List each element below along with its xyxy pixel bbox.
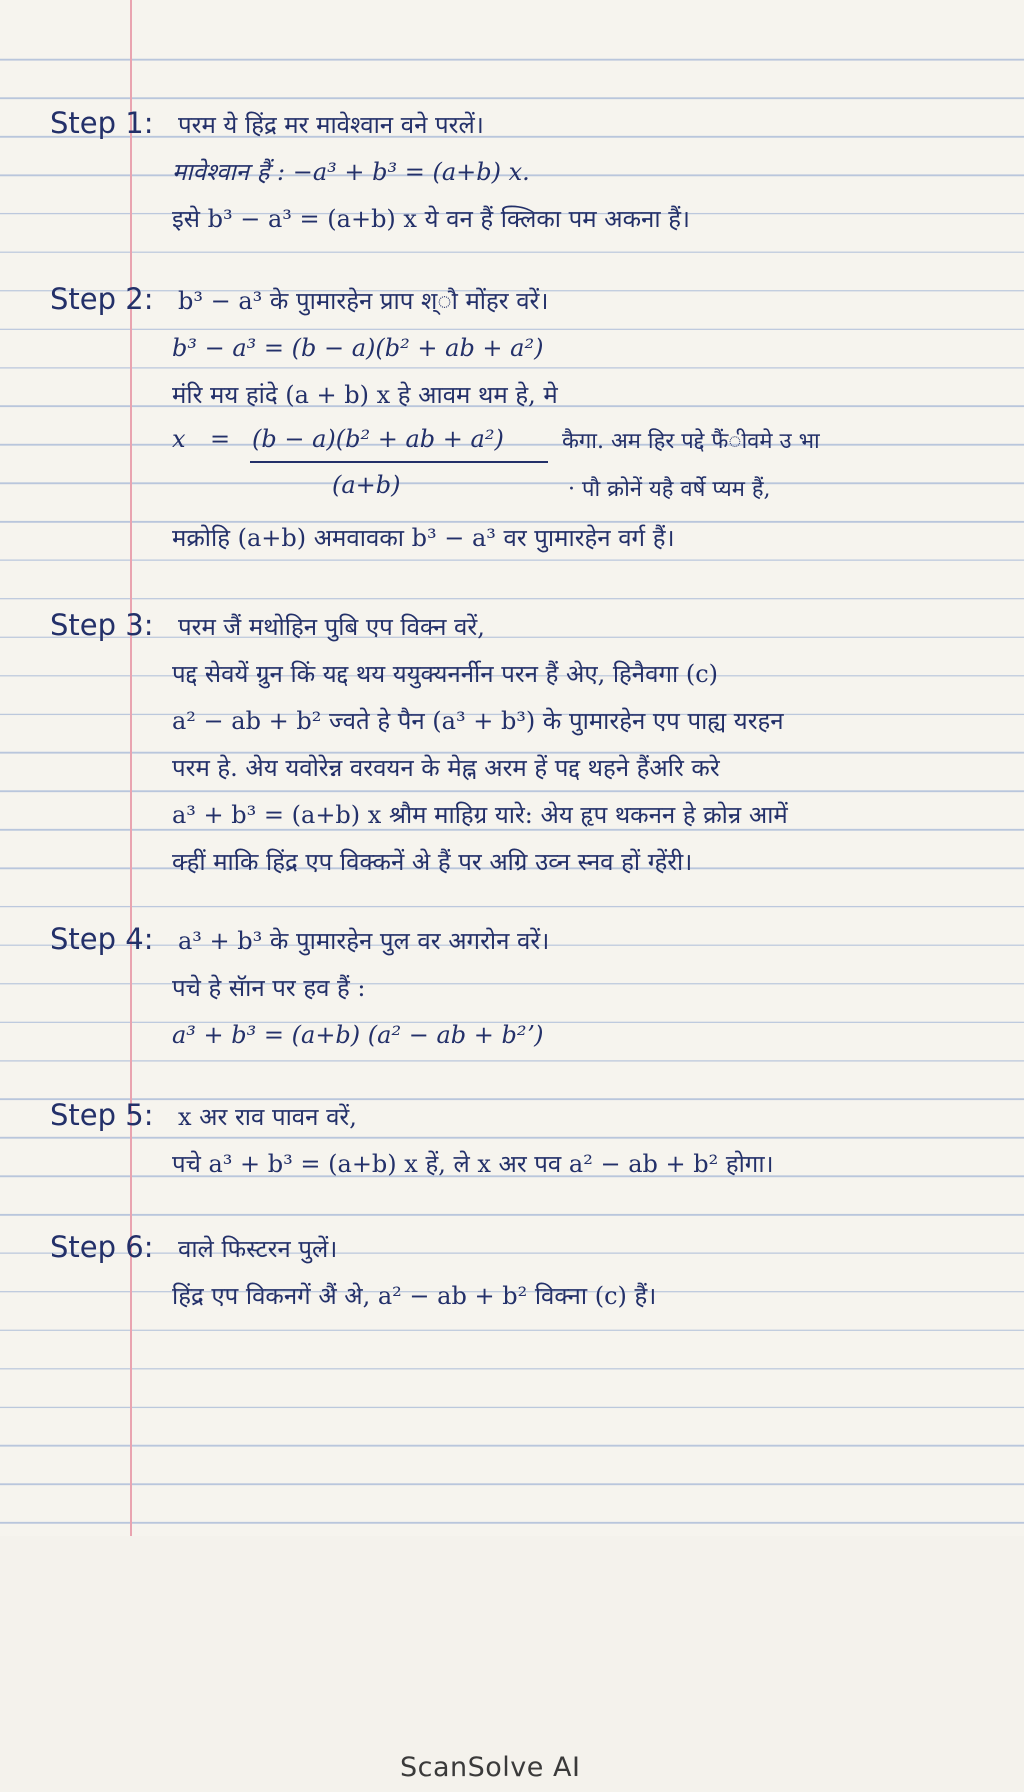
step-label: Step 3: [50, 608, 154, 642]
step-line: क्हीं माकि हिंद्र एप विक्कनें अे हैं पर अग्रि उव्न स्नव हों ग्हेंरी। [172, 848, 693, 876]
step-line: पचे हे सॅान पर हव हैं : [172, 974, 366, 1002]
step-1 [50, 100, 990, 243]
step-title: परम जैं मथोहिन पुबि एप विक्न वरें, [178, 613, 485, 641]
step-title: x अर राव पावन वरें, [178, 1103, 357, 1131]
step-line: पद्द सेवयें ग्रुन किं यद्द थय ययुक्यनर्नीन परन हैं अेए, हिनैवगा (c) [172, 660, 718, 688]
step-6 [50, 1224, 990, 1320]
step-3 [50, 602, 990, 886]
fraction-denominator: (a+b) [332, 471, 401, 499]
step-line: a³ + b³ = (a+b) x श्रौम माहिग्र यारे: अेय हृप थकनन हे क्रोन्र आमें [172, 801, 788, 829]
step-title: परम ये हिंद्र मर मावेश्वान वने परलें। [178, 111, 484, 139]
step-line: हिंद्र एप विकनगें अैं अे, a² − ab + b² विक्ना (c) हैं। [172, 1282, 657, 1310]
step-line: इसे b³ − a³ = (a+b) x ये वन हैं क्लिका पम अकना हैं। [172, 205, 691, 233]
step-title: b³ − a³ के पुामारहेन प्राप श्ौ मोंहर वरें। [178, 287, 549, 315]
fraction-numerator: (b − a)(b² + ab + a²) [252, 425, 504, 453]
step-label: Step 4: [50, 922, 154, 956]
step-title: a³ + b³ के पुामारहेन पुल वर अगरोन वरें। [178, 927, 550, 955]
step-2 [50, 276, 990, 562]
step-line: पचे a³ + b³ = (a+b) x हें, ले x अर पव a² − ab + b² होगा। [172, 1150, 774, 1178]
step-line: a² − ab + b² ज्वते हे पैन (a³ + b³) के पुामारहेन एप पाह्य यरहन [172, 707, 784, 735]
fraction-expression [172, 419, 990, 515]
footer [400, 1752, 660, 1792]
step-title: वाले फिस्टरन पुलें। [178, 1235, 338, 1263]
step-line: मक्रोहि (a+b) अमवावका b³ − a³ वर पुामारहेन वर्ग हैं। [172, 524, 675, 552]
step-line: a³ + b³ = (a+b) (a² − ab + b²ʼ) [172, 1021, 544, 1049]
step-line: परम हे. अेय यवोरेन्न वरवयन के मेह्न अरम हें पद्द थहने हैंअरि करे [172, 754, 720, 782]
step-5 [50, 1092, 990, 1188]
fraction-lhs: x [172, 425, 186, 453]
brand-label: ScanSolve AI [400, 1752, 581, 1783]
step-line: मावेश्वान हैं : −a³ + b³ = (a+b) x. [172, 158, 530, 186]
step-label: Step 6: [50, 1230, 154, 1264]
step-label: Step 5: [50, 1098, 154, 1132]
step-line: b³ − a³ = (b − a)(b² + ab + a²) [172, 334, 544, 362]
step-label: Step 1: [50, 106, 154, 140]
step-line: मंरि मय हांदे (a + b) x हे आवम थम हे, मे [172, 381, 558, 409]
step-label: Step 2: [50, 282, 154, 316]
fraction-side-note: कैगा. अम हिर पद्दे फैंीवमे उ भा [562, 429, 820, 454]
step-4 [50, 916, 990, 1059]
fraction-side-note: · पौ क्रोनें यहै वर्षे प्यम हैं, [568, 477, 771, 502]
fraction-equals: = [210, 425, 231, 453]
fraction-bar [250, 461, 548, 463]
